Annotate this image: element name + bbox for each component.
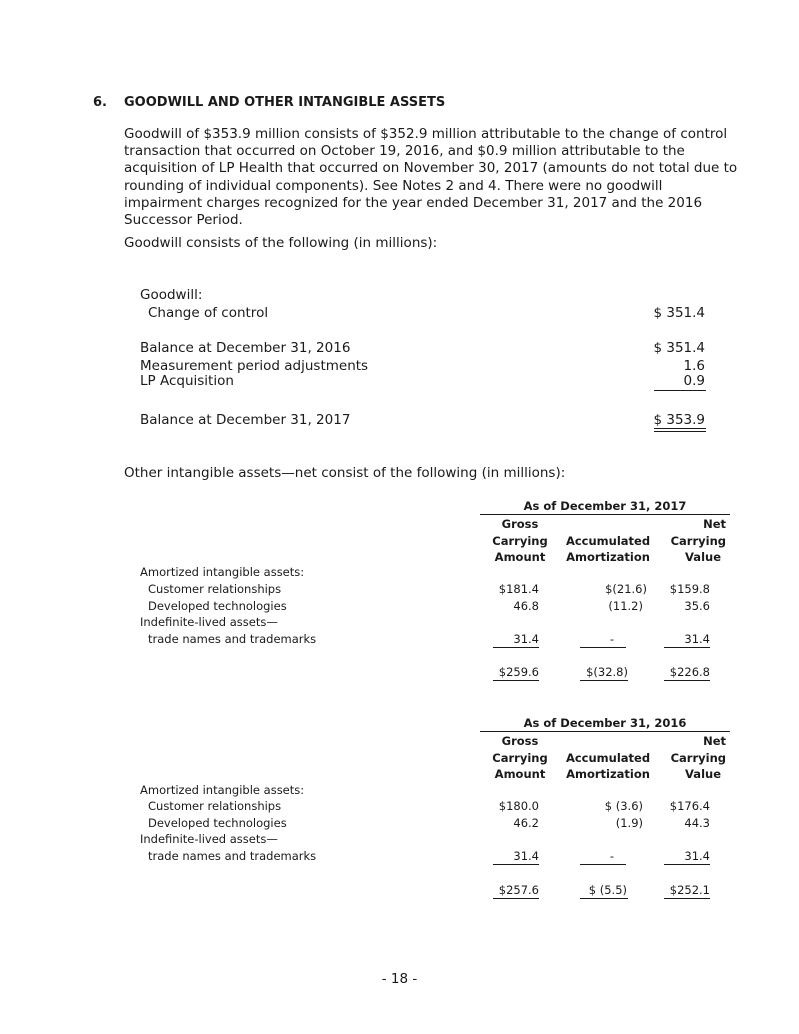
column-header-line: Accumulated [565,533,651,548]
table-row-label: Developed technologies [148,816,287,830]
column-header-line: Accumulated [565,750,651,765]
table-row-label: trade names and trademarks [148,849,317,863]
net-value: 31.4 [684,849,710,863]
column-header-line: Value [685,767,721,781]
gross-value: $181.4 [498,582,539,596]
period-header: As of December 31, 2016 [523,716,687,730]
column-header-accumulated [560,516,656,566]
accum-total: $(32.8) [586,665,628,679]
gross-total: $257.6 [498,883,539,897]
gross-value: 46.2 [513,816,539,830]
table-row-label: Customer relationships [148,799,282,813]
subtotal-underline [580,864,626,865]
accum-value: - [609,849,614,863]
gross-value: 46.8 [513,599,539,613]
period-header-rule [480,514,730,515]
period-header-rule [480,731,730,732]
goodwill-paragraph [124,126,738,229]
column-header-gross [484,733,556,783]
total-underline [664,898,710,899]
column-header-line: Gross [501,517,539,531]
accum-value: $(21.6) [605,582,647,596]
table-row-label: trade names and trademarks [148,632,317,646]
table-row-value: $ 353.9 [653,412,705,428]
accum-total: $ (5.5) [588,883,627,897]
column-header-line [560,516,656,533]
net-total: $226.8 [669,665,710,679]
column-header-line: Gross [501,734,539,748]
accum-value: - [609,632,614,646]
paragraph-line: Successor Period. [124,212,243,229]
subtotal-underline [580,647,626,648]
net-value: 35.6 [684,599,710,613]
paragraph-line: transaction that occurred on October 19, 2016, and $0.9 million attributable to the [124,143,685,160]
gross-total: $259.6 [498,665,539,679]
column-header-line: Carrying [492,750,548,765]
goodwill-intro: Goodwill consists of the following (in millions): [124,235,438,251]
table-row-label: Balance at December 31, 2016 [140,340,351,356]
column-header-line: Carrying [492,533,548,548]
total-double-underline [654,431,706,432]
page-number: - 18 - [381,971,418,987]
column-header-line: Amortization [566,767,650,781]
net-value: 44.3 [684,816,710,830]
table-row-value: 0.9 [683,373,705,389]
column-header-line: Carrying [670,750,726,765]
column-header-line: Value [685,550,721,564]
column-header-line: Amount [494,767,546,781]
total-underline [580,898,628,899]
gross-value: $180.0 [498,799,539,813]
paragraph-line: impairment charges recognized for the year ended December 31, 2017 and the 2016 [124,194,703,211]
table-row-label: Change of control [148,305,269,321]
period-header: As of December 31, 2017 [523,499,687,513]
accum-value: (1.9) [615,816,643,830]
table-row-label: LP Acquisition [140,373,234,389]
total-underline [654,428,706,429]
total-underline [580,680,628,681]
table-row-label: Balance at December 31, 2017 [140,412,351,428]
column-header-line: Carrying [670,533,726,548]
table-row-value: $ 351.4 [653,340,705,356]
subtotal-underline [664,864,710,865]
column-header-net [660,516,726,566]
goodwill-header: Goodwill: [140,287,203,303]
table-row-label: Indefinite-lived assets— [140,615,278,629]
table-row-label: Developed technologies [148,599,287,613]
intangibles-intro: Other intangible assets—net consist of the following (in millions): [124,465,566,481]
column-header-net [660,733,726,783]
section-label: Amortized intangible assets: [140,783,305,797]
paragraph-line: Goodwill of $353.9 million consists of $352.9 million attributable to the change of control [124,126,728,142]
total-underline [493,898,539,899]
paragraph-line: acquisition of LP Health that occurred on November 30, 2017 (amounts do not total due to [124,160,738,177]
column-header-line [560,733,656,750]
accum-value: (11.2) [608,599,643,613]
subtotal-underline [493,864,539,865]
section-title: GOODWILL AND OTHER INTANGIBLE ASSETS [124,95,446,110]
paragraph-line: rounding of individual components). See Notes 2 and 4. There were no goodwill [124,177,663,194]
table-row-value: $ 351.4 [653,305,705,321]
net-value: $159.8 [669,582,710,596]
net-value: 31.4 [684,632,710,646]
subtotal-underline [493,647,539,648]
table-row-label: Measurement period adjustments [140,358,369,374]
gross-value: 31.4 [513,849,539,863]
table-row-label: Indefinite-lived assets— [140,832,278,846]
column-header-line: Net [703,517,726,531]
total-underline [493,680,539,681]
net-value: $176.4 [669,799,710,813]
subtotal-underline [654,390,706,391]
total-underline [664,680,710,681]
gross-value: 31.4 [513,632,539,646]
table-row-label: Customer relationships [148,582,282,596]
column-header-line: Amortization [566,550,650,564]
subtotal-underline [664,647,710,648]
section-label: Amortized intangible assets: [140,565,305,579]
column-header-accumulated [560,733,656,783]
net-total: $252.1 [669,883,710,897]
column-header-line: Amount [494,550,546,564]
column-header-line: Net [703,734,726,748]
column-header-gross [484,516,556,566]
section-number: 6. [93,95,107,110]
table-row-value: 1.6 [683,358,705,374]
accum-value: $ (3.6) [604,799,643,813]
